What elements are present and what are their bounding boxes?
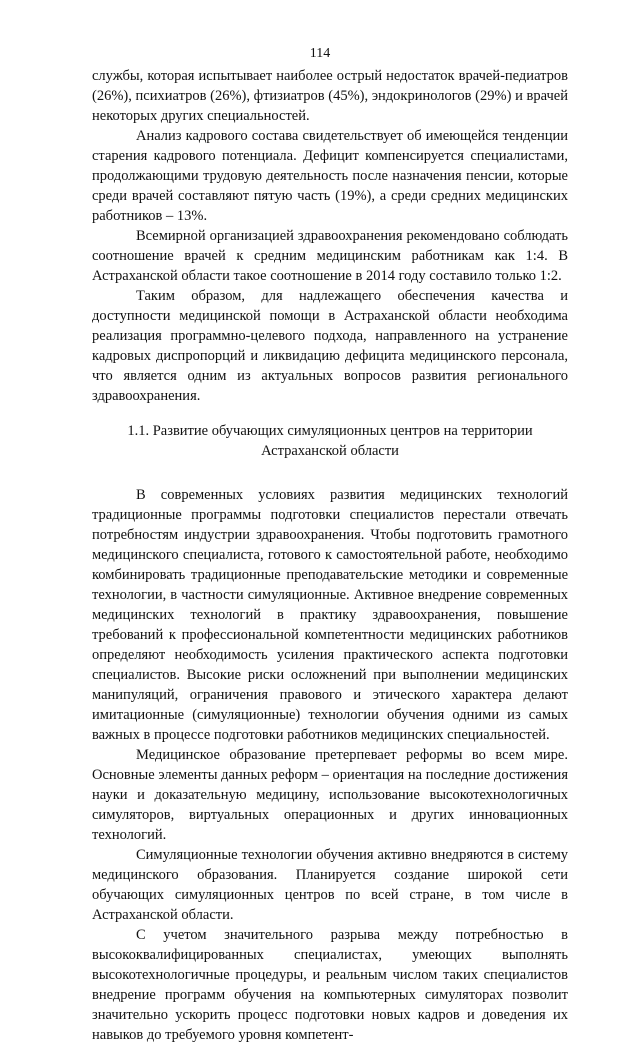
paragraph-staff-analysis: Анализ кадрового состава свидетельствует об имеющейся тенденции старения кадрового потенциала. Дефицит компенсируется специалистами, продолжающими трудовую деятельность после назначения пенсии, которые среди врачей составляют пятую часть (19%), а среди средних медицинских работников – 13%. [92, 128, 568, 224]
paragraph-simulation-technologies: Симуляционные технологии обучения активно внедряются в систему медицинского образования. Планируется создание широкой сети обучающих симуляционных центров по всей стране, в том числе в Астраханской области. [92, 847, 568, 923]
paragraph-specialist-gap: С учетом значительного разрыва между потребностью в высококвалифицированных специалистах, умеющих выполнять высокотехнологичные процедуры, и реальным числом таких специалистов внедрение программ обучения на компьютерных симуляторах позволит значительно ускорить процесс подготовки новых кадров и доведения их навыков до требуемого уровня компетент- [92, 927, 568, 1043]
section-heading-line-2: Астраханской области [261, 443, 399, 459]
paragraph-continuation: службы, которая испытывает наиболее острый недостаток врачей-педиатров (26%), психиатров (26%), фтизиатров (45%), эндокринологов (29%) и врачей некоторых других специальностей. [92, 68, 568, 124]
page-content [92, 66, 568, 1045]
paragraph-conclusion: Таким образом, для надлежащего обеспечения качества и доступности медицинской помощи в Астраханской области необходима реализация программно-целевого подхода, направленного на устранение кадровых диспропорций и ликвидацию дефицита медицинского персонала, что является одним из актуальных вопросов развития регионального здравоохранения. [92, 288, 568, 404]
paragraph-who-ratio: Всемирной организацией здравоохранения рекомендовано соблюдать соотношение врачей к средним медицинским работникам как 1:4. В Астраханской области такое соотношение в 2014 году составило только 1:2. [92, 228, 568, 284]
section-heading-line-1: 1.1. Развитие обучающих симуляционных центров на территории [127, 423, 533, 439]
section-heading [92, 421, 568, 461]
paragraph-modern-conditions: В современных условиях развития медицинских технологий традиционные программы подготовки специалистов перестали отвечать потребностям индустрии здравоохранения. Чтобы подготовить грамотного медицинского специалиста, готового к самостоятельной работе, необходимо комбинировать традиционные преподавательские методики и современные технологии, в частности симуляционные. Активное внедрение современных медицинских технологий в практику здравоохранения, повышение требований к профессиональной компетентности медицинских работников определяют необходимость усиления практического аспекта подготовки специалистов. Высокие риски осложнений при выполнении медицинских манипуляций, ограничения правового и этического характера делают имитационные (симуляционные) технологии обучения одними из самых важных в процессе подготовки работников медицинских специальностей. [92, 487, 568, 743]
page-number: 114 [309, 46, 331, 61]
paragraph-education-reforms: Медицинское образование претерпевает реформы во всем мире. Основные элементы данных реформ – ориентация на последние достижения науки и доказательную медицину, использование высокотехнологичных симуляторов, виртуальных операционных и других инновационных технологий. [92, 747, 568, 843]
